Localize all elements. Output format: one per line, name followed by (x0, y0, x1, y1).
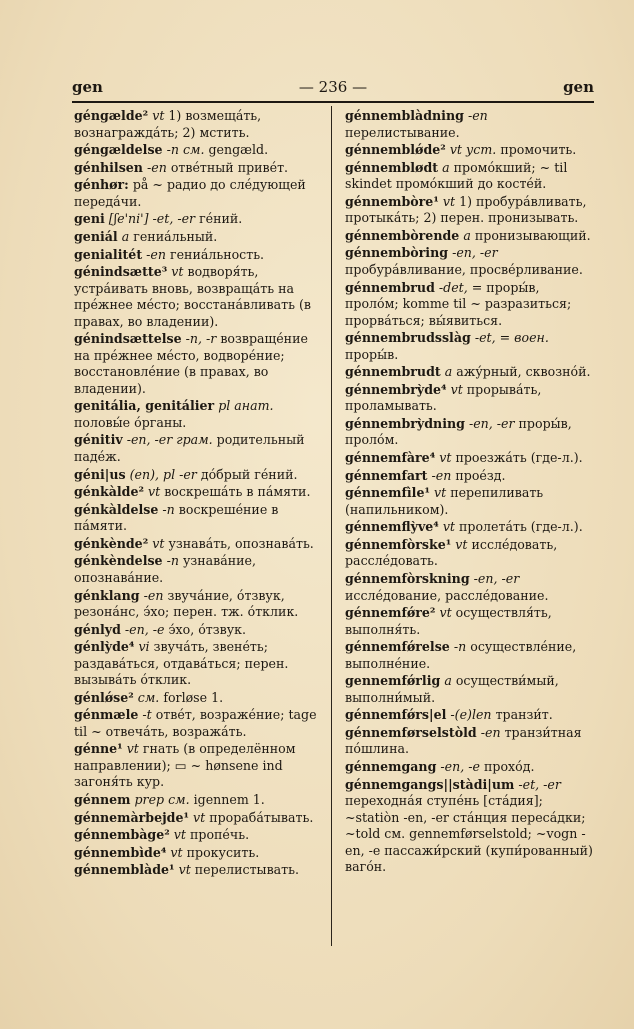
dictionary-entry (345, 468, 595, 485)
entry-grammar: vt (439, 605, 452, 621)
entry-translation: отвéтный привéт. (170, 159, 289, 175)
entry-translation: половы́е óрганы. (74, 414, 187, 430)
dictionary-entry (74, 588, 324, 621)
dictionary-entry (74, 484, 324, 501)
entry-translation: промóкший; ~ til skindet промóкший до костéй. (345, 159, 568, 192)
entry-grammar: -en, -er (452, 245, 498, 261)
entry-grammar: a (444, 673, 452, 689)
entry-grammar: vt (171, 264, 184, 280)
entry-grammar: -t (142, 707, 152, 723)
entry-headword: génnemfǿrelse (345, 639, 450, 655)
entry-headword: génklang (74, 587, 140, 603)
entry-translation: перепиливать (напильником). (345, 485, 544, 517)
entry-grammar: vt (442, 519, 455, 535)
entry-headword: géni|us (74, 466, 126, 482)
entry-translation: ажу́рный, сквознóй. (456, 364, 591, 380)
entry-headword: genitália, genitálier (74, 398, 215, 414)
dictionary-entry (345, 639, 595, 672)
entry-grammar: vi (138, 639, 150, 655)
entry-headword: génnemfòrske¹ (345, 536, 452, 552)
entry-grammar: -n (162, 501, 175, 517)
entry-grammar: -n см. (166, 142, 205, 158)
entry-grammar: -en (146, 246, 166, 262)
entry-grammar: vt (152, 108, 165, 123)
entry-translation: узнавáние, опознавáние. (74, 553, 257, 585)
dictionary-entry (74, 229, 324, 246)
dictionary-entry (345, 537, 595, 570)
entry-headword: génkèndelse (74, 553, 163, 569)
entry-translation: гениáльный. (133, 228, 218, 244)
entry-translation: звучáние, óтзвук, резонáнс, э́хо; перен. тж. óтклик. (74, 587, 299, 619)
entry-grammar: vt (173, 827, 186, 843)
header-rule (72, 101, 594, 103)
entry-translation: проéзд. (455, 467, 506, 483)
entry-headword: génnemfart (345, 467, 428, 483)
entry-headword: génnembrỳde⁴ (345, 381, 447, 397)
entry-grammar: -(e)len (450, 707, 492, 723)
entry-translation: på ~ радио до слéдующей передáчи. (74, 177, 306, 209)
entry-headword: génnembìde⁴ (74, 844, 167, 860)
entry-translation: перелистывать. (194, 862, 300, 878)
entry-headword: génnemfòrskning (345, 571, 470, 586)
entry-grammar: -en (146, 159, 167, 175)
dictionary-entry (345, 245, 595, 278)
dictionary-entry (74, 810, 324, 827)
entry-translation: прорывáть, проламывать. (345, 381, 542, 414)
entry-grammar: a (442, 159, 450, 175)
entry-grammar: [ʃe'ni'] -et, -er (108, 211, 196, 227)
entry-grammar: -en, -er (473, 571, 520, 586)
entry-headword: génnemblàde¹ (74, 862, 175, 878)
dictionary-entry (74, 690, 324, 707)
dictionary-entry (345, 485, 595, 518)
entry-translation: водворя́ть, устрáивать вновь, возвращáть на прéжнее мéсто; восстанáвливать (в правах, во владении). (74, 264, 311, 329)
entry-grammar: vt (126, 741, 139, 757)
dictionary-entry (345, 194, 595, 227)
entry-grammar: pl анат. (218, 398, 274, 414)
entry-translation: осуществля́ть, выполня́ть. (345, 605, 552, 637)
entry-headword: génnemfǿre² (345, 605, 436, 621)
entry-translation: исслéдовать, расслéдовать. (345, 536, 558, 569)
entry-translation: дóбрый гéний. (200, 466, 298, 482)
entry-grammar: -en (467, 108, 488, 123)
entry-headword: génnemgang (345, 759, 437, 775)
entry-translation: гéний. (199, 211, 243, 227)
dictionary-entry (345, 228, 595, 245)
entry-headword: geniál (74, 228, 118, 244)
entry-translation: гнать (в определённом направлении); ▭ ~ hønsene ind загоня́ть кур. (74, 741, 296, 790)
dictionary-entry (345, 142, 595, 159)
entry-translation: проезжáть (где-л.). (455, 450, 583, 466)
dictionary-entry (74, 160, 324, 177)
entry-grammar: -et, -er (518, 776, 561, 792)
entry-grammar: prep см. (134, 792, 190, 808)
entry-translation: возвращéние на прéжнее мéсто, водворéние; восстановлéние (в правах, во владении). (74, 331, 308, 396)
dictionary-entry (345, 707, 595, 724)
entry-grammar: a (463, 227, 471, 243)
entry-translation: переходнáя ступéнь [стáдия]; ~statiòn -en, -er стáнция пересáдки; ~told см. gennemførselstold; ~vogn -en, -e пассажи́рский (купи́рованный) вагóн. (345, 793, 593, 875)
entry-grammar: -det, = (438, 279, 483, 295)
entry-headword: génnemblàdning (345, 108, 464, 123)
entry-translation: проры́в, пролóм; komme til ~ разразиться; прорвáться; вы́явиться. (345, 279, 572, 328)
entry-headword: génitiv (74, 432, 123, 448)
dictionary-entry (74, 211, 324, 228)
dictionary-entry (345, 280, 595, 330)
entry-grammar: -en, -e (124, 621, 165, 637)
left-column (74, 108, 324, 880)
dictionary-entry (74, 741, 324, 791)
entry-grammar: -en (431, 467, 452, 483)
dictionary-entry (74, 827, 324, 844)
dictionary-entry (345, 364, 595, 381)
entry-translation: пробурáвливание, просвéрливание. (345, 261, 583, 277)
entry-grammar: vt (148, 484, 161, 500)
dictionary-entry (345, 416, 595, 449)
entry-translation: пролетáть (где-л.). (459, 519, 583, 535)
dictionary-entry (345, 605, 595, 638)
dictionary-entry (345, 725, 595, 758)
dictionary-entry (74, 845, 324, 862)
entry-grammar: -n (166, 553, 179, 569)
dictionary-entry (74, 862, 324, 879)
entry-translation: gengæld. (208, 142, 269, 158)
dictionary-entry (74, 108, 324, 141)
entry-headword: génne¹ (74, 741, 123, 757)
entry-headword: génnembòrende (345, 227, 460, 243)
entry-translation: э́хо, óтзвук. (168, 621, 247, 637)
dictionary-entry (345, 330, 595, 363)
entry-translation: звучáть, звенéть; раздавáться, отдавáться; перен. вызывáть óтклик. (74, 639, 289, 688)
dictionary-entry (74, 792, 324, 809)
entry-translation: воскрешáть в пáмяти. (164, 484, 311, 500)
entry-grammar: vt (450, 381, 463, 397)
entry-translation: промочить. (500, 142, 577, 158)
entry-headword: génnembrỳdning (345, 415, 465, 431)
entry-grammar: vt уст. (449, 142, 497, 158)
entry-grammar: -en, -e (440, 759, 480, 775)
entry-grammar: vt (178, 862, 191, 878)
entry-grammar: -en, -er грам. (126, 432, 213, 448)
dictionary-entry (345, 160, 595, 193)
entry-headword: génnembrud (345, 279, 435, 295)
entry-headword: génkàldelse (74, 501, 159, 517)
column-divider (331, 106, 332, 946)
entry-headword: génnembrudsslàg (345, 330, 471, 346)
entry-translation: проры́в. (345, 346, 399, 362)
entry-translation: родительный падéж. (74, 432, 305, 464)
entry-translation: транзи́т. (495, 707, 553, 723)
entry-headword: génmæle (74, 707, 139, 723)
entry-headword: génlǿse² (74, 689, 134, 705)
entry-translation: транзи́тная пóшлина. (345, 724, 582, 757)
entry-translation: отвéт, возражéние; tage til ~ отвечáть, возражáть. (74, 707, 317, 739)
entry-headword: génnemàrbejde¹ (74, 809, 189, 825)
entry-headword: géngældelse (74, 142, 163, 158)
entry-translation: igennem 1. (193, 792, 265, 808)
entry-grammar: vt (442, 193, 456, 209)
entry-headword: génindsætte³ (74, 264, 168, 280)
dictionary-entry (74, 177, 324, 210)
entry-translation: прокусить. (186, 844, 260, 860)
left-running-headword: gen (72, 78, 103, 96)
entry-grammar: см. (137, 689, 160, 705)
entry-grammar: a (444, 364, 453, 380)
entry-grammar: -en, -er (468, 415, 515, 431)
entry-translation: прохóд. (483, 759, 535, 775)
dictionary-entry (345, 450, 595, 467)
entry-headword: génlỳde⁴ (74, 639, 135, 655)
dictionary-entry (74, 536, 324, 553)
entry-grammar: -en (143, 587, 164, 603)
entry-translation: перелистывание. (345, 124, 460, 140)
dictionary-entry (345, 777, 595, 876)
dictionary-entry (74, 432, 324, 465)
entry-headword: génnemflỳve⁴ (345, 519, 439, 535)
entry-headword: génindsættelse (74, 331, 182, 347)
entry-headword: génhør: (74, 177, 129, 193)
entry-headword: génnemfìle¹ (345, 485, 430, 501)
entry-translation: пропéчь. (190, 827, 250, 843)
entry-headword: génnemgangs||stàdi|um (345, 776, 515, 792)
dictionary-entry (74, 467, 324, 484)
entry-headword: génnemfàre⁴ (345, 450, 436, 466)
entry-translation: 1) пробурáвливать, протыкáть; 2) перен. пронизывать. (345, 193, 587, 226)
entry-headword: génnemførselstòld (345, 724, 477, 740)
entry-translation: 1) возмещáть, вознаграждáть; 2) мстить. (74, 108, 262, 140)
entry-headword: geni (74, 211, 105, 227)
dictionary-entry (74, 398, 324, 431)
page-header (72, 78, 594, 100)
entry-grammar: -et, = воен. (474, 330, 549, 346)
entry-headword: génnemfǿrs|el (345, 707, 447, 723)
entry-translation: исслéдование, расслéдование. (345, 587, 549, 603)
entry-grammar: vt (193, 809, 206, 825)
entry-grammar: (en), pl -er (129, 466, 197, 482)
entry-translation: пронизывающий. (474, 227, 591, 243)
dictionary-entry (74, 553, 324, 586)
right-running-headword: gen (563, 78, 594, 96)
dictionary-entry (74, 707, 324, 740)
dictionary-entry (345, 571, 595, 604)
entry-translation: воскрешéние в пáмяти. (74, 501, 279, 534)
entry-headword: génkènde² (74, 535, 149, 551)
entry-grammar: vt (152, 535, 165, 551)
entry-headword: génnem (74, 792, 131, 808)
page-number: — 236 — (298, 78, 368, 96)
entry-translation: осуществи́мый, выполни́мый. (345, 673, 559, 705)
entry-grammar: vt (455, 536, 468, 552)
entry-grammar: -n (453, 639, 467, 655)
entry-translation: гениáльность. (170, 246, 265, 262)
dictionary-entry (74, 639, 324, 689)
dictionary-entry (74, 502, 324, 535)
entry-headword: génnembrudt (345, 364, 441, 380)
dictionary-entry (345, 673, 595, 706)
entry-headword: géngældе² (74, 108, 149, 123)
entry-headword: génkàlde² (74, 484, 144, 500)
dictionary-entry (74, 331, 324, 397)
entry-translation: forløse 1. (163, 689, 224, 705)
entry-headword: genialitét (74, 246, 143, 262)
dictionary-entry (345, 759, 595, 776)
entry-headword: génnembàge² (74, 827, 170, 843)
dictionary-entry (345, 108, 595, 141)
entry-grammar: -en (480, 724, 501, 740)
entry-grammar: vt (170, 844, 183, 860)
dictionary-entry (74, 264, 324, 330)
entry-headword: gennemfǿrlig (345, 673, 441, 689)
entry-translation: осуществлéние, выполнéние. (345, 639, 577, 671)
entry-grammar: vt (439, 450, 452, 466)
entry-headword: génnemblǿde² (345, 142, 446, 158)
entry-grammar: -n, -r (185, 331, 217, 347)
entry-translation: узнавáть, опознавáть. (168, 535, 314, 551)
dictionary-entry (74, 247, 324, 264)
entry-translation: прорабáтывать. (209, 809, 314, 825)
entry-headword: génhilsen (74, 159, 143, 175)
dictionary-entry (74, 142, 324, 159)
entry-headword: génnembòre¹ (345, 193, 439, 209)
entry-grammar: vt (434, 485, 447, 501)
entry-grammar: a (121, 228, 130, 244)
dictionary-entry (74, 622, 324, 639)
right-column (345, 108, 595, 877)
entry-translation: проры́в, пролóм. (345, 415, 572, 448)
dictionary-entry (345, 382, 595, 415)
dictionary-entry (345, 519, 595, 536)
entry-headword: génlyd (74, 621, 121, 637)
entry-headword: génnemblødt (345, 159, 439, 175)
entry-headword: génnembòring (345, 245, 449, 261)
